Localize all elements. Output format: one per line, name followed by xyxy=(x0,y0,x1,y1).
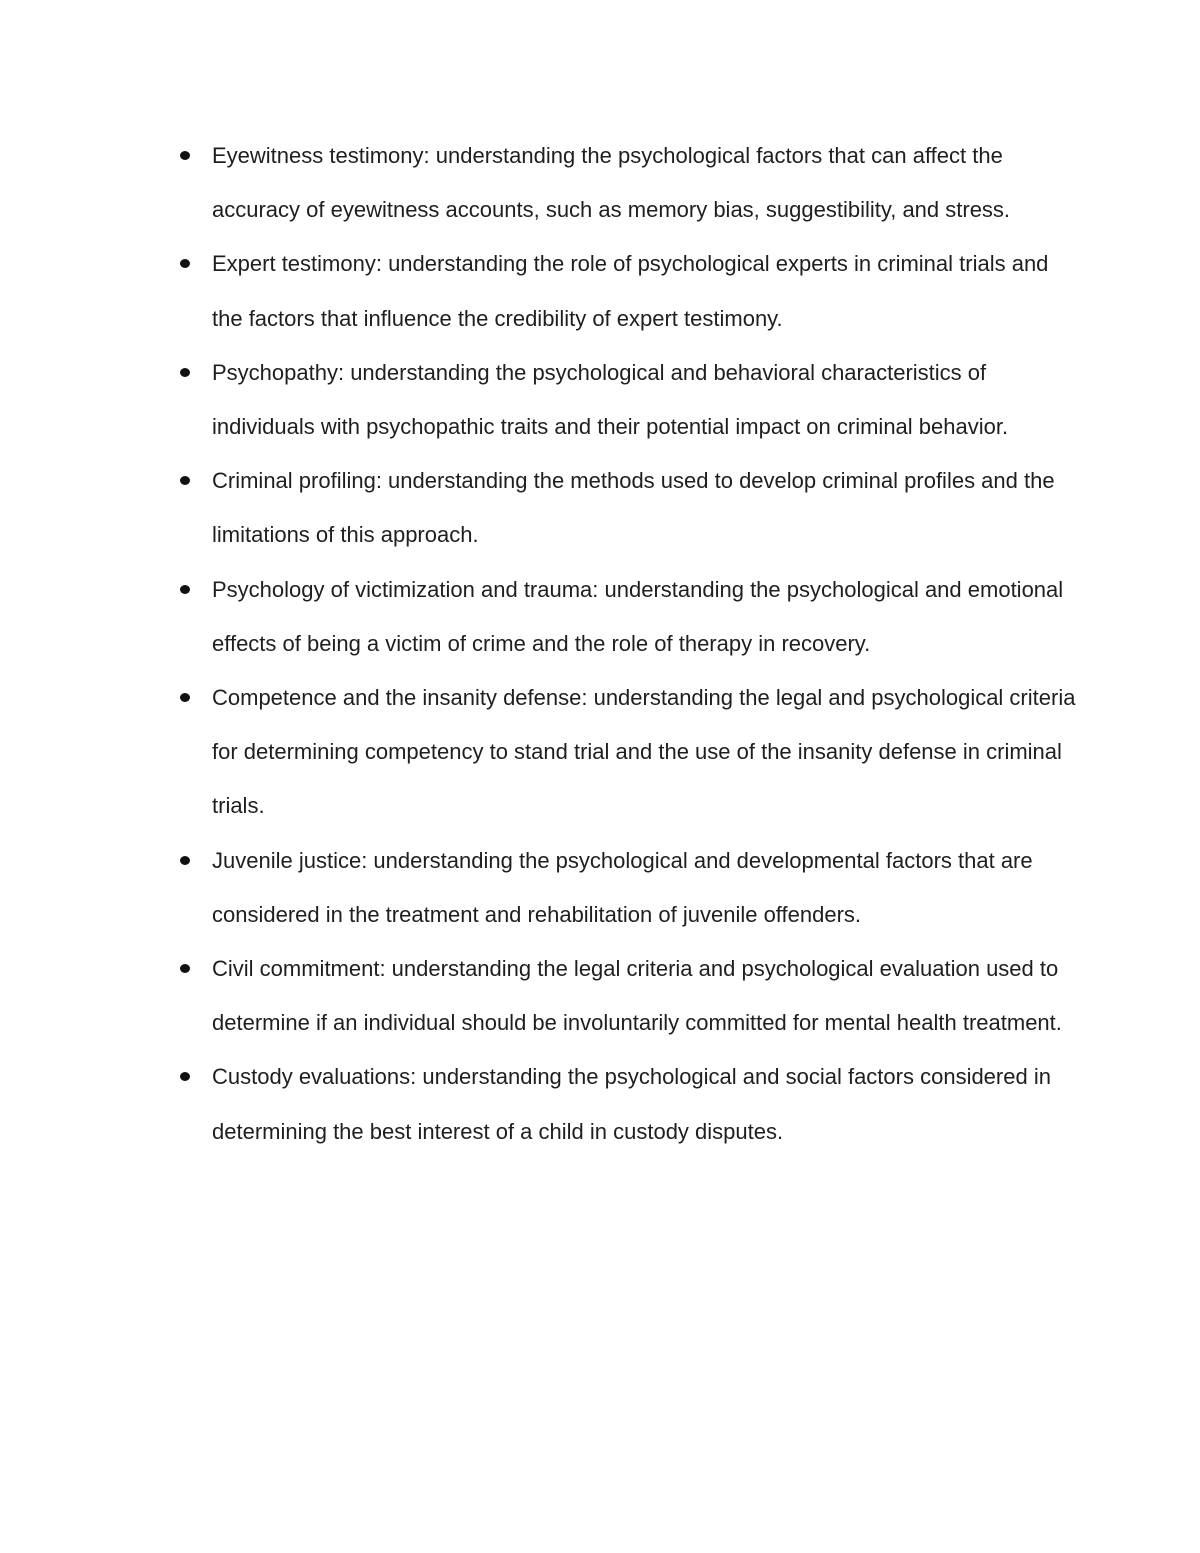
bullet-icon xyxy=(180,368,190,377)
list-item xyxy=(212,942,1082,1050)
list-item xyxy=(212,237,1082,345)
bullet-icon xyxy=(180,1072,190,1081)
bullet-icon xyxy=(180,693,190,702)
list-item-text: Criminal profiling: understanding the methods used to develop criminal profiles and the limitations of this approach. xyxy=(212,468,1055,548)
list-item xyxy=(212,563,1082,671)
list-item xyxy=(212,671,1082,834)
bullet-icon xyxy=(180,476,190,485)
list-item xyxy=(212,834,1082,942)
list-item-text: Civil commitment: understanding the legal criteria and psychological evaluation used to determine if an individual should be involuntarily committed for mental health treatment. xyxy=(212,956,1062,1036)
bullet-list xyxy=(212,129,1082,1159)
bullet-icon xyxy=(180,585,190,594)
list-item-text: Juvenile justice: understanding the psychological and developmental factors that are considered in the treatment and rehabilitation of juvenile offenders. xyxy=(212,847,1033,927)
list-item-text: Psychopathy: understanding the psychological and behavioral characteristics of individuals with psychopathic traits and their potential impact on criminal behavior. xyxy=(212,359,1009,440)
bullet-icon xyxy=(180,151,190,160)
list-item-text: Psychology of victimization and trauma: understanding the psychological and emotional effects of being a victim of crime and the role of therapy in recovery. xyxy=(212,576,1064,656)
bullet-icon xyxy=(180,856,190,865)
list-item xyxy=(212,129,1082,237)
list-item xyxy=(212,346,1082,454)
bullet-icon xyxy=(180,964,190,973)
list-item-text: Eyewitness testimony: understanding the psychological factors that can affect the accuracy of eyewitness accounts, such as memory bias, suggestibility, and stress. xyxy=(212,143,1011,223)
bullet-icon xyxy=(180,259,190,268)
list-item-text: Custody evaluations: understanding the psychological and social factors considered in determining the best interest of a child in custody disputes. xyxy=(212,1064,1051,1144)
list-item-text: Expert testimony: understanding the role of psychological experts in criminal trials and the factors that influence the credibility of expert testimony. xyxy=(212,251,1049,331)
list-item xyxy=(212,454,1082,562)
list-item xyxy=(212,1050,1082,1158)
list-item-text: Competence and the insanity defense: understanding the legal and psychological criteria for determining competency to stand trial and the use of the insanity defense in criminal trials. xyxy=(212,685,1076,819)
